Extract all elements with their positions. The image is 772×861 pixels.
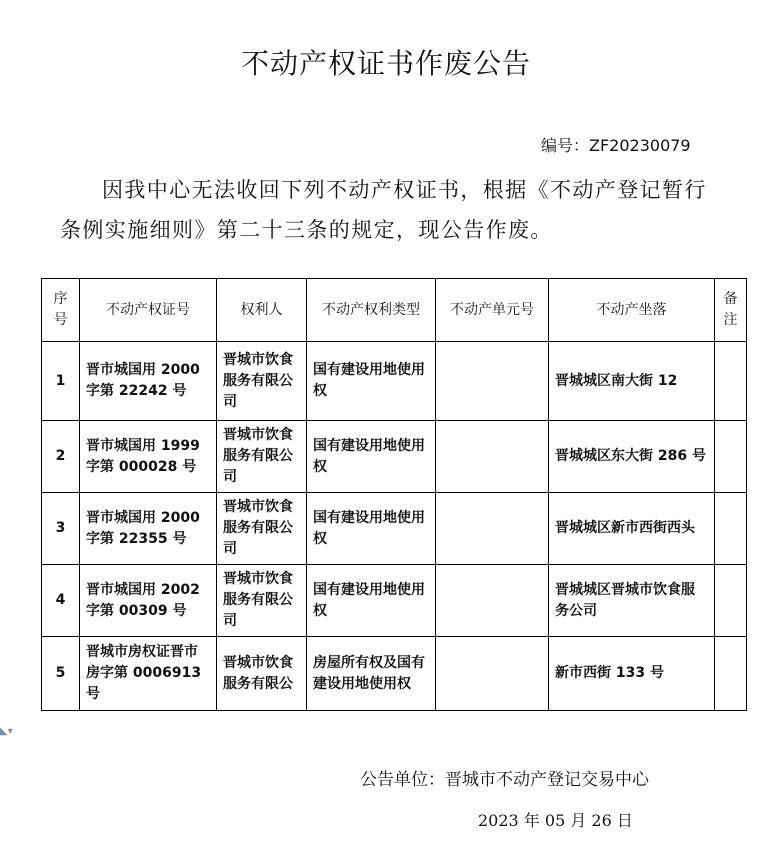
cell-unit-no <box>436 565 549 637</box>
cell-right-type: 国有建设用地使用权 <box>307 342 436 421</box>
cell-remark <box>715 565 747 637</box>
certificate-table <box>41 278 747 711</box>
side-marker-icon: ◣▾ <box>0 726 13 737</box>
cell-right-type: 国有建设用地使用权 <box>307 421 436 493</box>
cell-right-type: 国有建设用地使用权 <box>307 493 436 565</box>
cell-cert-no: 晋市城国用 2000 字第 22355 号 <box>80 493 217 565</box>
cell-cert-no: 晋市城国用 1999 字第 000028 号 <box>80 421 217 493</box>
header-remark: 备注 <box>715 279 747 342</box>
table-header-row <box>42 279 747 342</box>
cell-seq: 3 <box>42 493 80 565</box>
cell-location: 晋城城区晋城市饮食服务公司 <box>549 565 715 637</box>
cell-unit-no <box>436 493 549 565</box>
cell-remark <box>715 342 747 421</box>
header-holder: 权利人 <box>217 279 307 342</box>
cell-location: 晋城城区新市西街西头 <box>549 493 715 565</box>
cell-unit-no <box>436 342 549 421</box>
notice-intro: 因我中心无法收回下列不动产权证书，根据《不动产登记暂行条例实施细则》第二十三条的规定，现公告作废。 <box>60 178 707 242</box>
header-location: 不动产坐落 <box>549 279 715 342</box>
notice-date: 2023 年 05 月 26 日 <box>478 811 633 830</box>
cell-remark <box>715 637 747 711</box>
table-row <box>42 493 747 565</box>
issuing-unit: 公告单位：晋城市不动产登记交易中心 <box>360 770 649 790</box>
cell-cert-no: 晋城市房权证晋市房字第 0006913 号 <box>80 637 217 711</box>
cell-right-type: 国有建设用地使用权 <box>307 565 436 637</box>
cell-holder: 晋城市饮食服务有限公 <box>217 637 307 711</box>
cell-location: 新市西街 133 号 <box>549 637 715 711</box>
cell-holder: 晋城市饮食服务有限公司 <box>217 493 307 565</box>
table-row <box>42 565 747 637</box>
document-number: 编号：ZF20230079 <box>541 136 691 155</box>
cell-unit-no <box>436 421 549 493</box>
cell-remark <box>715 493 747 565</box>
table-row <box>42 637 747 711</box>
cell-location: 晋城城区南大街 12 <box>549 342 715 421</box>
cell-holder: 晋城市饮食服务有限公司 <box>217 565 307 637</box>
cell-unit-no <box>436 637 549 711</box>
cell-right-type: 房屋所有权及国有建设用地使用权 <box>307 637 436 711</box>
cell-remark <box>715 421 747 493</box>
header-unit-no: 不动产单元号 <box>436 279 549 342</box>
header-cert-no: 不动产权证号 <box>80 279 217 342</box>
header-right-type: 不动产权利类型 <box>307 279 436 342</box>
header-seq: 序号 <box>42 279 80 342</box>
cell-seq: 5 <box>42 637 80 711</box>
cell-holder: 晋城市饮食服务有限公司 <box>217 342 307 421</box>
cell-cert-no: 晋市城国用 2000 字第 22242 号 <box>80 342 217 421</box>
cell-location: 晋城城区东大街 286 号 <box>549 421 715 493</box>
cell-seq: 4 <box>42 565 80 637</box>
cell-holder: 晋城市饮食服务有限公司 <box>217 421 307 493</box>
table-row <box>42 342 747 421</box>
table-row <box>42 421 747 493</box>
notice-title: 不动产权证书作废公告 <box>240 47 531 80</box>
cell-seq: 1 <box>42 342 80 421</box>
cell-cert-no: 晋市城国用 2002 字第 00309 号 <box>80 565 217 637</box>
cell-seq: 2 <box>42 421 80 493</box>
